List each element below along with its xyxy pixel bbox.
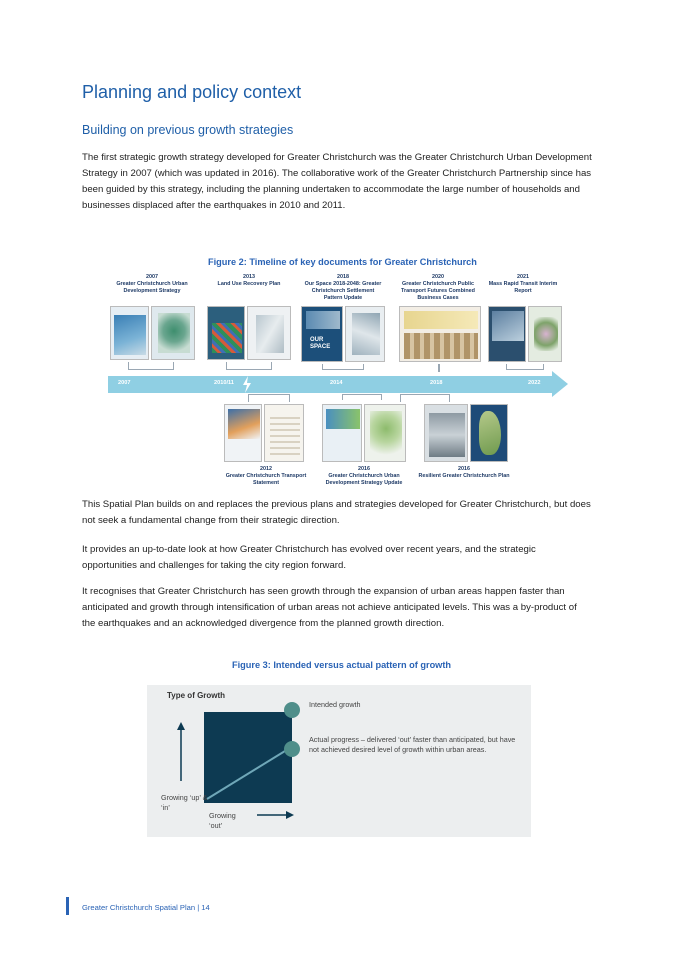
timeline-doc-title: Greater Christchurch Urban Development Strategy Update xyxy=(325,473,403,486)
timeline-item-2018 xyxy=(302,274,384,302)
connector-line xyxy=(248,394,290,402)
timeline-doc-title: Greater Christchurch Public Transport Futures Combined Business Cases xyxy=(401,281,475,301)
figure-2-caption: Figure 2: Timeline of key documents for Greater Christchurch xyxy=(208,257,477,267)
footer-accent-bar xyxy=(66,897,69,915)
timeline-year: 2012 xyxy=(260,466,272,472)
document-thumbnail xyxy=(488,306,526,362)
document-thumbnail xyxy=(322,404,362,462)
growing-out-label: Growing ‘out’ xyxy=(209,811,236,830)
map-thumbnail xyxy=(364,404,406,462)
intro-paragraph: The first strategic growth strategy developed for Greater Christchurch was the Greater Christchurch Urban Development Strategy in 2007 (which was updated in 2016). The collaborative work of the Greater Christchurch Partnership since has been guided by this strategy, including the planning undertaken to accommodate the large number of households and businesses displaced after the earthquakes in 2010 and 2011. xyxy=(82,152,592,211)
timeline-doc-title: Mass Rapid Transit Interim Report xyxy=(488,281,558,294)
timeline-arrowhead xyxy=(552,371,568,397)
paragraph-recognises: It recognises that Greater Christchurch has seen growth through the expansion of urban areas happen faster than anticipated and growth through intensification of urban areas not achieve anticipated levels. This was a by-product of the earthquakes and an acknowledged divergence from the planned growth direction. xyxy=(82,586,577,629)
map-thumbnail xyxy=(470,404,508,462)
figure-3-caption: Figure 3: Intended versus actual pattern of growth xyxy=(232,660,451,670)
axis-year: 2010/11 xyxy=(214,380,234,386)
axis-year: 2014 xyxy=(330,380,343,386)
connector-line xyxy=(438,364,440,372)
connector-line xyxy=(322,364,364,370)
connector-line xyxy=(506,364,544,370)
section-heading: Building on previous growth strategies xyxy=(82,123,294,137)
timeline-item-2007 xyxy=(112,274,192,295)
earthquake-bolt-icon xyxy=(242,376,252,393)
actual-growth-dot xyxy=(284,741,300,757)
our-space-thumb-text: OUR SPACE xyxy=(310,337,331,350)
document-thumbnail xyxy=(207,306,245,360)
timeline-year: 2007 xyxy=(146,274,158,280)
connector-line xyxy=(226,362,272,370)
timeline-doc-title: Greater Christchurch Transport Statement xyxy=(225,473,307,486)
timeline-item-2021 xyxy=(488,274,558,295)
type-of-growth-label: Type of Growth xyxy=(167,691,226,700)
connector-line xyxy=(128,362,174,370)
document-thumbnail xyxy=(424,404,468,462)
page-title: Planning and policy context xyxy=(82,82,302,102)
timeline-doc-title: Land Use Recovery Plan xyxy=(217,281,281,287)
document-thumbnail xyxy=(224,404,262,462)
timeline-item-2016-resilient xyxy=(414,466,514,480)
timeline-year: 2020 xyxy=(432,274,444,280)
map-thumbnail xyxy=(345,306,385,362)
timeline-item-2012 xyxy=(218,466,314,487)
paragraph-up-to-date: It provides an up-to-date look at how Greater Christchurch has evolved over recent years, and the strategic opportunities and challenges for taking the city region forward. xyxy=(82,544,536,571)
connector-line xyxy=(342,394,382,400)
map-thumbnail xyxy=(247,306,291,360)
document-thumbnail xyxy=(110,306,149,360)
timeline-item-2016-udsu xyxy=(318,466,410,487)
intended-growth-dot xyxy=(284,702,300,718)
timeline-doc-title: Resilient Greater Christchurch Plan xyxy=(418,473,510,479)
timeline-item-2013 xyxy=(208,274,290,288)
actual-progress-label: Actual progress – delivered ‘out’ faster than anticipated, but have not achieved desired level of growth within urban areas. xyxy=(309,735,516,754)
map-thumbnail xyxy=(151,306,195,360)
document-thumbnail xyxy=(528,306,562,362)
timeline-year: 2016 xyxy=(358,466,370,472)
growth-diagram xyxy=(147,685,531,837)
axis-year: 2022 xyxy=(528,380,541,386)
axis-year: 2018 xyxy=(430,380,443,386)
intended-growth-label: Intended growth xyxy=(309,700,361,709)
axis-year: 2007 xyxy=(118,380,131,386)
timeline-year: 2016 xyxy=(458,466,470,472)
timeline-year: 2021 xyxy=(517,274,529,280)
document-thumbnail xyxy=(301,306,343,362)
connector-line xyxy=(400,394,450,402)
timeline-doc-title: Greater Christchurch Urban Development Strategy xyxy=(116,281,188,294)
timeline-figure xyxy=(108,272,570,494)
timeline-doc-title: Our Space 2018-2048: Greater Christchurch Settlement Pattern Update xyxy=(304,281,382,301)
timeline-year: 2013 xyxy=(243,274,255,280)
growing-up-in-label: Growing ‘up’ & ‘in’ xyxy=(161,793,208,812)
paragraph-spatial-plan: This Spatial Plan builds on and replaces the previous plans and strategies developed for Greater Christchurch, but does not seek a fundamental change from their strategic direction. xyxy=(82,499,591,526)
timeline-item-2020 xyxy=(398,274,478,302)
page-footer: Greater Christchurch Spatial Plan | 14 xyxy=(82,903,210,912)
document-thumbnail xyxy=(399,306,481,362)
timeline-year: 2018 xyxy=(337,274,349,280)
document-thumbnail xyxy=(264,404,304,462)
